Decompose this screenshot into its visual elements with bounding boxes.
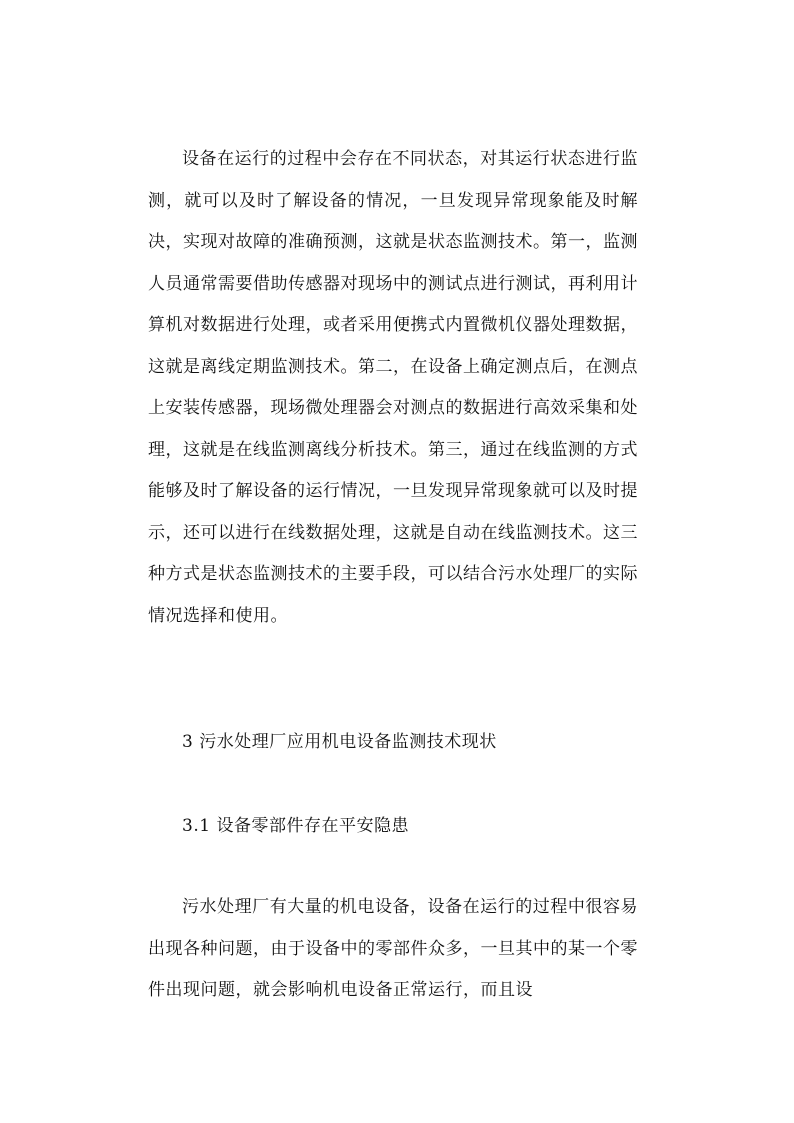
body-paragraph: 污水处理厂有大量的机电设备，设备在运行的过程中很容易出现各种问题，由于设备中的零部件众多，一旦其中的某一个零件出现问题，就会影响机电设备正常运行，而且设: [148, 897, 638, 1000]
body-paragraph: 设备在运行的过程中会存在不同状态，对其运行状态进行监测，就可以及时了解设备的情况，一旦发现异常现象能及时解决，实现对故障的准确预测，这就是状态监测技术。第一，监测人员通常需要借助传感器对现场中的测试点进行测试，再利用计算机对数据进行处理，或者采用便携式内置微机仪器处理数据，这就是离线定期监测技术。第二，在设备上确定测点后，在测点上安装传感器，现场微处理器会对测点的数据进行高效采集和处理，这就是在线监测离线分析技术。第三，通过在线监测的方式能够及时了解设备的运行情况，一旦发现异常现象就可以及时提示，还可以进行在线数据处理，这就是自动在线监测技术。这三种方式是状态监测技术的主要手段，可以结合污水处理厂的实际情况选择和使用。: [148, 149, 638, 626]
section-heading: 3 污水处理厂应用机电设备监测技术现状: [182, 732, 497, 752]
subsection-heading: 3.1 设备零部件存在平安隐患: [182, 816, 409, 836]
